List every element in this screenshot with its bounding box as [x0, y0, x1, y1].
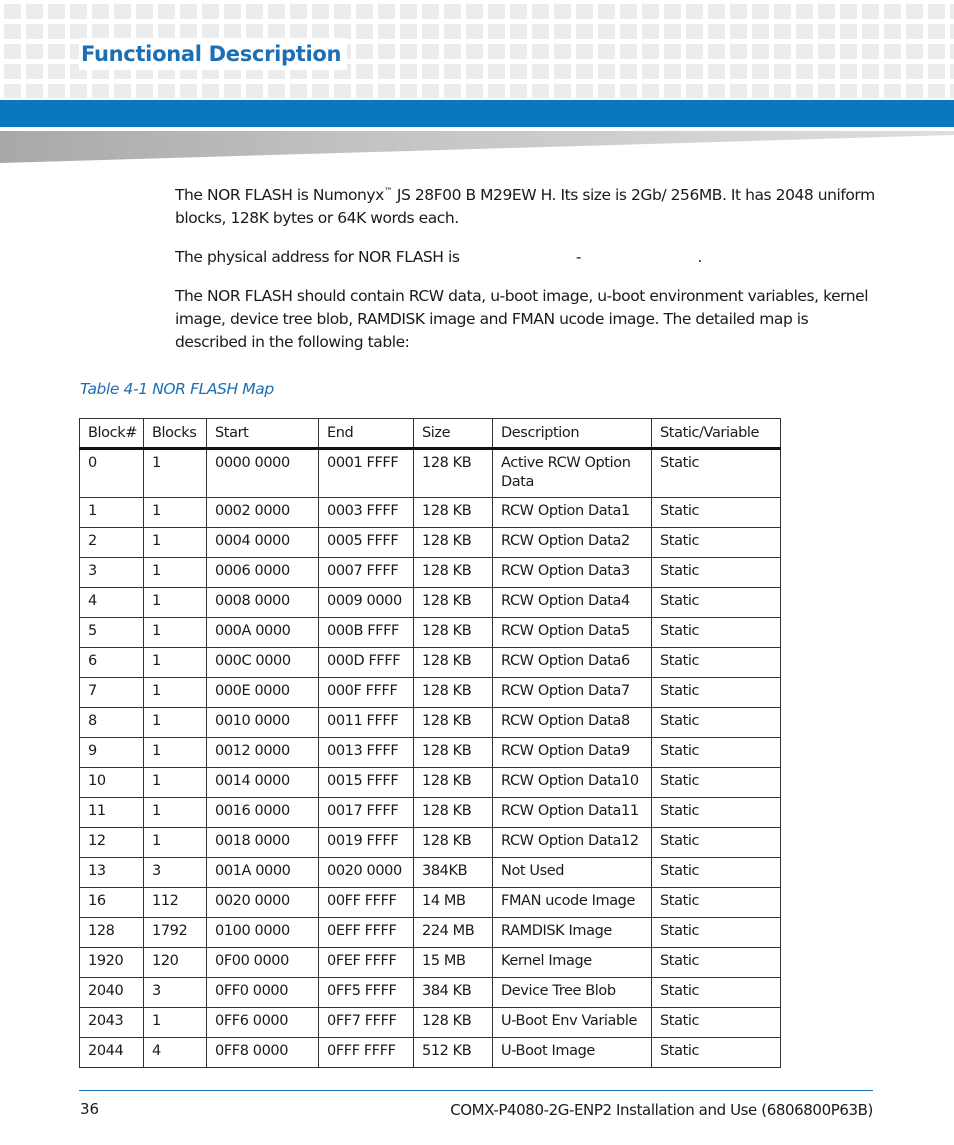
- table-cell: Static: [652, 948, 781, 978]
- table-cell: 512 KB: [414, 1038, 493, 1068]
- table-row: [80, 1038, 781, 1068]
- table-row: [80, 918, 781, 948]
- table-cell: 128: [80, 918, 144, 948]
- table-cell: Static: [652, 1038, 781, 1068]
- table-cell: 0EFF FFFF: [319, 918, 414, 948]
- table-cell: 00FF FFFF: [319, 888, 414, 918]
- table-cell: Static: [652, 738, 781, 768]
- table-cell: 10: [80, 768, 144, 798]
- table-cell: 0002 0000: [207, 498, 319, 528]
- table-cell: 0015 FFFF: [319, 768, 414, 798]
- paragraph-text: The NOR FLASH is Numonyx: [175, 186, 384, 204]
- table-row: [80, 618, 781, 648]
- table-cell: 0005 FFFF: [319, 528, 414, 558]
- table-cell: 0009 0000: [319, 588, 414, 618]
- table-cell: 12: [80, 828, 144, 858]
- table-cell: Static: [652, 558, 781, 588]
- table-cell: Static: [652, 918, 781, 948]
- table-cell: 1: [144, 528, 207, 558]
- paragraph-text: The physical address for NOR FLASH is - .: [175, 248, 702, 266]
- table-cell: Static: [652, 978, 781, 1008]
- table-cell: Static: [652, 528, 781, 558]
- table-cell: RCW Option Data10: [493, 768, 652, 798]
- table-cell: RCW Option Data4: [493, 588, 652, 618]
- table-cell: 5: [80, 618, 144, 648]
- table-row: [80, 678, 781, 708]
- table-row: [80, 828, 781, 858]
- table-cell: 6: [80, 648, 144, 678]
- table-cell: 0007 FFFF: [319, 558, 414, 588]
- table-cell: RAMDISK Image: [493, 918, 652, 948]
- table-cell: Static: [652, 498, 781, 528]
- table-cell: 0013 FFFF: [319, 738, 414, 768]
- table-cell: RCW Option Data6: [493, 648, 652, 678]
- table-cell: 0FF7 FFFF: [319, 1008, 414, 1038]
- header-blue-bar: [0, 100, 954, 127]
- table-row: [80, 798, 781, 828]
- table-cell: 2043: [80, 1008, 144, 1038]
- table-cell: 001A 0000: [207, 858, 319, 888]
- table-body: [80, 449, 781, 1068]
- table-cell: FMAN ucode Image: [493, 888, 652, 918]
- column-header-description: Description: [493, 419, 652, 449]
- table-row: [80, 528, 781, 558]
- header-grey-band: [0, 131, 954, 163]
- trademark-symbol: ™: [383, 186, 393, 197]
- table-cell: RCW Option Data3: [493, 558, 652, 588]
- table-cell: 128 KB: [414, 558, 493, 588]
- column-header-end: End: [319, 419, 414, 449]
- table-cell: Static: [652, 648, 781, 678]
- table-cell: 11: [80, 798, 144, 828]
- table-cell: 0004 0000: [207, 528, 319, 558]
- table-cell: Static: [652, 798, 781, 828]
- table-cell: RCW Option Data11: [493, 798, 652, 828]
- table-row: [80, 858, 781, 888]
- page-number: 36: [80, 1100, 100, 1118]
- table-cell: 0019 FFFF: [319, 828, 414, 858]
- table-cell: 128 KB: [414, 738, 493, 768]
- table-cell: 8: [80, 708, 144, 738]
- table-cell: Static: [652, 708, 781, 738]
- table-cell: RCW Option Data8: [493, 708, 652, 738]
- footer-divider: [79, 1090, 873, 1091]
- table-cell: 2: [80, 528, 144, 558]
- table-row: [80, 648, 781, 678]
- table-cell: 0012 0000: [207, 738, 319, 768]
- column-header-static-variable: Static/Variable: [652, 419, 781, 449]
- table-cell: 000D FFFF: [319, 648, 414, 678]
- table-row: [80, 888, 781, 918]
- table-cell: 1: [144, 708, 207, 738]
- table-cell: 2044: [80, 1038, 144, 1068]
- table-cell: RCW Option Data1: [493, 498, 652, 528]
- table-cell: 000F FFFF: [319, 678, 414, 708]
- table-cell: 128 KB: [414, 449, 493, 498]
- table-cell: 7: [80, 678, 144, 708]
- table-cell: Static: [652, 588, 781, 618]
- table-row: [80, 449, 781, 498]
- table-cell: U-Boot Env Variable: [493, 1008, 652, 1038]
- table-cell: 1: [144, 618, 207, 648]
- table-cell: 0100 0000: [207, 918, 319, 948]
- table-cell: 128 KB: [414, 678, 493, 708]
- table-cell: RCW Option Data5: [493, 618, 652, 648]
- table-cell: Static: [652, 678, 781, 708]
- table-cell: 0010 0000: [207, 708, 319, 738]
- table-cell: 15 MB: [414, 948, 493, 978]
- table-cell: Kernel Image: [493, 948, 652, 978]
- table-cell: 000E 0000: [207, 678, 319, 708]
- table-cell: 1: [144, 558, 207, 588]
- column-header-start: Start: [207, 419, 319, 449]
- table-cell: 1: [144, 588, 207, 618]
- table-cell: RCW Option Data12: [493, 828, 652, 858]
- nor-flash-map-table: [79, 418, 781, 1068]
- table-row: [80, 708, 781, 738]
- table-cell: 0FF8 0000: [207, 1038, 319, 1068]
- table-cell: 1: [144, 449, 207, 498]
- table-cell: 3: [80, 558, 144, 588]
- table-cell: 3: [144, 978, 207, 1008]
- table-cell: 128 KB: [414, 768, 493, 798]
- table-cell: 128 KB: [414, 708, 493, 738]
- table-cell: Static: [652, 858, 781, 888]
- table-cell: 128 KB: [414, 528, 493, 558]
- chapter-title: Functional Description: [79, 38, 347, 70]
- table-cell: 0FEF FFFF: [319, 948, 414, 978]
- table-cell: 0003 FFFF: [319, 498, 414, 528]
- table-cell: 000A 0000: [207, 618, 319, 648]
- document-title: COMX-P4080-2G-ENP2 Installation and Use (6806800P63B): [450, 1101, 873, 1119]
- table-cell: 128 KB: [414, 828, 493, 858]
- table-cell: Device Tree Blob: [493, 978, 652, 1008]
- table-cell: 000B FFFF: [319, 618, 414, 648]
- table-cell: 1: [144, 678, 207, 708]
- table-cell: 0: [80, 449, 144, 498]
- table-cell: 0001 FFFF: [319, 449, 414, 498]
- table-cell: 0020 0000: [207, 888, 319, 918]
- table-row: [80, 738, 781, 768]
- table-cell: Static: [652, 449, 781, 498]
- table-cell: 0017 FFFF: [319, 798, 414, 828]
- table-cell: 4: [144, 1038, 207, 1068]
- table-row: [80, 978, 781, 1008]
- table-cell: 128 KB: [414, 618, 493, 648]
- table-cell: Static: [652, 768, 781, 798]
- table-cell: RCW Option Data9: [493, 738, 652, 768]
- table-cell: 1: [144, 498, 207, 528]
- table-cell: 128 KB: [414, 498, 493, 528]
- table-cell: 0011 FFFF: [319, 708, 414, 738]
- column-header-size: Size: [414, 419, 493, 449]
- paragraph-text: JS 28F00 B M29EW H. Its size is 2Gb/ 256MB. It has 2048 uniform blocks, 128K bytes or 64K words each.: [175, 186, 875, 227]
- table-row: [80, 558, 781, 588]
- table-cell: 9: [80, 738, 144, 768]
- table-cell: 1: [144, 798, 207, 828]
- column-header-block-number: Block#: [80, 419, 144, 449]
- table-cell: 128 KB: [414, 1008, 493, 1038]
- table-cell: Static: [652, 1008, 781, 1038]
- table-cell: 0008 0000: [207, 588, 319, 618]
- table-cell: Not Used: [493, 858, 652, 888]
- paragraph-nor-flash-device: [175, 184, 880, 230]
- table-cell: 224 MB: [414, 918, 493, 948]
- table-cell: Static: [652, 888, 781, 918]
- table-cell: 0FF0 0000: [207, 978, 319, 1008]
- table-cell: 16: [80, 888, 144, 918]
- table-cell: 0006 0000: [207, 558, 319, 588]
- table-cell: 0018 0000: [207, 828, 319, 858]
- table-row: [80, 1008, 781, 1038]
- table-cell: 13: [80, 858, 144, 888]
- table-cell: 3: [144, 858, 207, 888]
- paragraph-nor-flash-contents: The NOR FLASH should contain RCW data, u-boot image, u-boot environment variables, kernel image, device tree blob, RAMDISK image and FMAN ucode image. The detailed map is described in the following table:: [175, 287, 869, 351]
- table-cell: 1: [144, 738, 207, 768]
- table-header-row: [80, 419, 781, 449]
- table-cell: Static: [652, 618, 781, 648]
- table-cell: 128 KB: [414, 588, 493, 618]
- table-cell: 112: [144, 888, 207, 918]
- column-header-blocks: Blocks: [144, 419, 207, 449]
- table-cell: 0FFF FFFF: [319, 1038, 414, 1068]
- table-row: [80, 768, 781, 798]
- table-cell: 1792: [144, 918, 207, 948]
- table-cell: 14 MB: [414, 888, 493, 918]
- table-cell: 0014 0000: [207, 768, 319, 798]
- table-cell: Static: [652, 828, 781, 858]
- table-cell: 000C 0000: [207, 648, 319, 678]
- table-cell: 1: [80, 498, 144, 528]
- table-cell: 1: [144, 1008, 207, 1038]
- table-cell: 1: [144, 648, 207, 678]
- table-cell: Active RCW Option Data: [493, 449, 652, 498]
- table-cell: 128 KB: [414, 648, 493, 678]
- table-row: [80, 588, 781, 618]
- table-caption: Table 4-1 NOR FLASH Map: [80, 380, 274, 398]
- table-cell: RCW Option Data2: [493, 528, 652, 558]
- table-cell: 120: [144, 948, 207, 978]
- table-row: [80, 498, 781, 528]
- table-cell: 4: [80, 588, 144, 618]
- table-cell: 0FF6 0000: [207, 1008, 319, 1038]
- table-cell: RCW Option Data7: [493, 678, 652, 708]
- table-cell: 0000 0000: [207, 449, 319, 498]
- table-cell: 128 KB: [414, 798, 493, 828]
- table-cell: 1: [144, 828, 207, 858]
- table-cell: 1920: [80, 948, 144, 978]
- table-cell: 2040: [80, 978, 144, 1008]
- table-row: [80, 948, 781, 978]
- table-cell: 0FF5 FFFF: [319, 978, 414, 1008]
- table-cell: 0016 0000: [207, 798, 319, 828]
- table-cell: 0020 0000: [319, 858, 414, 888]
- table-cell: 384KB: [414, 858, 493, 888]
- table-cell: 0F00 0000: [207, 948, 319, 978]
- paragraph-physical-address: [175, 246, 880, 269]
- table-cell: 1: [144, 768, 207, 798]
- table-cell: U-Boot Image: [493, 1038, 652, 1068]
- table-cell: 384 KB: [414, 978, 493, 1008]
